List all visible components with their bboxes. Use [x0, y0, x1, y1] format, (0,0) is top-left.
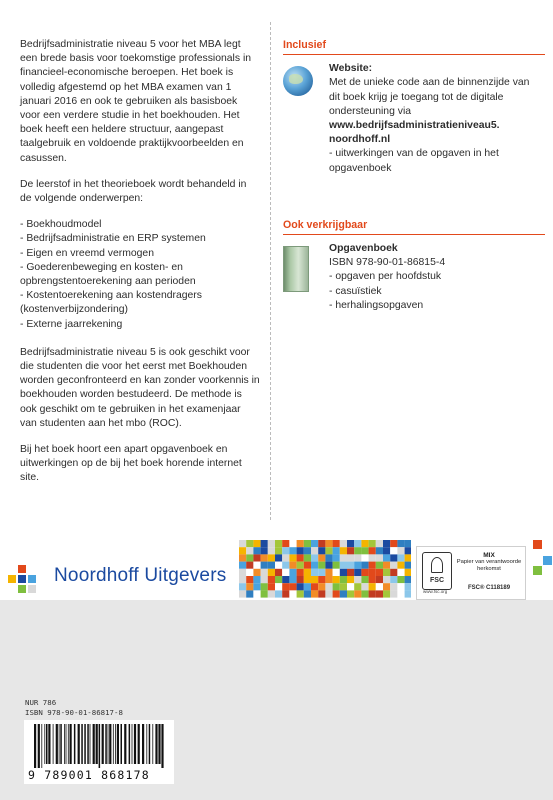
decor-square: [543, 556, 552, 565]
barcode-bar: [124, 724, 126, 764]
mosaic-tile: [289, 583, 296, 590]
website-block: [283, 62, 543, 176]
mosaic-tile: [405, 554, 411, 561]
mosaic-tile: [376, 576, 383, 583]
mosaic-tile: [347, 569, 354, 576]
mosaic-tile: [304, 583, 311, 590]
barcode-bar: [138, 724, 140, 764]
mosaic-tile: [246, 547, 253, 554]
publisher-logo-icon: [8, 565, 48, 595]
website-url[interactable]: www.bedrijfsadministratieniveau5. noordhoff.nl: [329, 120, 500, 146]
mosaic-tile: [325, 569, 332, 576]
mosaic-tile: [397, 569, 404, 576]
mosaic-tile: [297, 569, 304, 576]
mosaic-tile: [390, 576, 397, 583]
mosaic-tile: [289, 540, 296, 547]
barcode-bar: [38, 724, 40, 768]
mosaic-tile: [397, 576, 404, 583]
mosaic-tile: [297, 576, 304, 583]
decor-square: [533, 540, 542, 549]
mosaic-tile: [275, 554, 282, 561]
mosaic-tile: [397, 547, 404, 554]
mosaic-tile: [304, 547, 311, 554]
mosaic-tile: [261, 583, 268, 590]
barcode-bar: [41, 724, 42, 768]
mosaic-tile: [376, 583, 383, 590]
mosaic-tile: [325, 554, 332, 561]
mosaic-tile: [268, 554, 275, 561]
list-item: - Eigen en vreemd vermogen: [20, 247, 154, 259]
mosaic-tile: [354, 569, 361, 576]
mosaic-tile: [261, 562, 268, 569]
website-text: Met de unieke code aan de binnenzijde van dit boek krijg je toegang tot de digitale ondersteuning via: [329, 77, 530, 117]
barcode-bar: [87, 724, 89, 764]
barcode-bar: [113, 724, 114, 764]
mosaic-tile: [253, 590, 260, 597]
mosaic-tile: [253, 562, 260, 569]
list-item: - Bedrijfsadministratie en ERP systemen: [20, 233, 206, 245]
cover-lower-panel: [0, 600, 553, 800]
mosaic-tile: [268, 569, 275, 576]
barcode-bar: [68, 724, 69, 764]
mosaic-tile: [333, 590, 340, 597]
mosaic-tile: [340, 547, 347, 554]
fsc-mix: MIX: [483, 552, 495, 559]
mosaic-tile: [318, 576, 325, 583]
mosaic-tile: [340, 583, 347, 590]
mosaic-tile: [325, 576, 332, 583]
mosaic-tile: [318, 590, 325, 597]
mosaic-tile: [333, 576, 340, 583]
mosaic-tile: [347, 583, 354, 590]
mosaic-tile: [311, 569, 318, 576]
intro-paragraph: Bedrijfsadministratie niveau 5 voor het MBA legt een brede basis voor toekomstige professionals in financieel-economische beroepen. Het boek is volledig afgestemd op het MBA examen van 1 januari 2016 en ook te gebruiken als basisboek voor een verdere studie in het boekhouden. Het boek heeft een heldere structuur, aangepast taalgebruik en voldoende praktijkvoorbeelden en casussen.: [20, 39, 252, 164]
inclusief-section: [283, 38, 543, 176]
mosaic-tile: [325, 590, 332, 597]
suitability-paragraph: Bedrijfsadministratie niveau 5 is ook geschikt voor die studenten die voor het eerst met Boekhouden worden geconfronteerd en kan zonder voorkennis in boekhouden worden bestudeerd. De methode is ook geschikt om te gebruiken in het examenjaar van studenten aan het mbo (ROC).: [20, 346, 260, 429]
mosaic-tile: [325, 583, 332, 590]
mosaic-tile: [361, 590, 368, 597]
mosaic-tile: [275, 569, 282, 576]
mosaic-tile: [340, 590, 347, 597]
decor-square: [533, 566, 542, 575]
mosaic-tile: [318, 562, 325, 569]
mosaic-tile: [383, 562, 390, 569]
mosaic-tile: [325, 562, 332, 569]
mosaic-tile: [405, 569, 411, 576]
barcode-bar: [59, 724, 60, 764]
barcode-bar: [90, 724, 91, 764]
mosaic-tile: [253, 547, 260, 554]
mosaic-tile: [354, 554, 361, 561]
mosaic-tile: [369, 547, 376, 554]
mosaic-tile: [347, 576, 354, 583]
verkrijgbaar-section: [283, 218, 543, 313]
mosaic-tile: [405, 540, 411, 547]
mosaic-tile: [383, 547, 390, 554]
mosaic-tile: [361, 554, 368, 561]
mosaic-tile: [347, 540, 354, 547]
mosaic-tile: [354, 583, 361, 590]
mosaic-tile: [282, 540, 289, 547]
list-item: - herhalingsopgaven: [329, 299, 424, 311]
barcode-bar: [64, 724, 65, 764]
mosaic-tile: [297, 562, 304, 569]
mosaic-tile: [239, 547, 246, 554]
barcode-bar: [134, 724, 136, 764]
mosaic-tile: [311, 540, 318, 547]
mosaic-tile: [268, 576, 275, 583]
description-column: [20, 38, 260, 498]
mosaic-tile: [354, 576, 361, 583]
mosaic-tile: [390, 569, 397, 576]
mosaic-tile: [383, 569, 390, 576]
mosaic-tile: [318, 547, 325, 554]
mosaic-tile: [261, 547, 268, 554]
mosaic-tile: [239, 583, 246, 590]
barcode-bar: [34, 724, 36, 768]
barcode-bar: [56, 724, 58, 764]
mosaic-tile: [304, 590, 311, 597]
barcode-bar: [152, 724, 153, 764]
barcode-bar: [108, 724, 109, 764]
mosaic-tile: [347, 547, 354, 554]
mosaic-tile: [333, 562, 340, 569]
mosaic-tile: [282, 562, 289, 569]
extra-paragraph: Bij het boek hoort een apart opgavenboek en uitwerkingen op de bij het boek horende internet site.: [20, 444, 242, 484]
mosaic-tile: [405, 583, 411, 590]
barcode-bar: [109, 724, 111, 764]
mosaic-tile: [311, 547, 318, 554]
list-item: - Kostentoerekening aan kostendragers (kostenverbijzondering): [20, 290, 202, 316]
mosaic-tile: [318, 554, 325, 561]
mosaic-tile: [297, 554, 304, 561]
mosaic-tile: [390, 583, 397, 590]
mosaic-tile: [383, 554, 390, 561]
mosaic-tile: [282, 576, 289, 583]
mosaic-tile: [289, 569, 296, 576]
mosaic-tile: [376, 569, 383, 576]
color-mosaic: [239, 540, 411, 598]
barcode-bar: [70, 724, 72, 764]
mosaic-tile: [361, 576, 368, 583]
mosaic-tile: [304, 569, 311, 576]
mosaic-tile: [347, 562, 354, 569]
fsc-logo-icon: [422, 552, 452, 590]
mosaic-tile: [325, 540, 332, 547]
mosaic-tile: [397, 554, 404, 561]
fsc-code: FSC® C118189: [467, 585, 511, 591]
mosaic-tile: [261, 540, 268, 547]
mosaic-tile: [239, 569, 246, 576]
mosaic-tile: [369, 583, 376, 590]
mosaic-tile: [246, 583, 253, 590]
mosaic-tile: [333, 540, 340, 547]
mosaic-tile: [246, 576, 253, 583]
mosaic-tile: [361, 562, 368, 569]
barcode-bar: [81, 724, 83, 764]
mosaic-tile: [397, 562, 404, 569]
list-item: - Boekhoudmodel: [20, 219, 102, 231]
mosaic-tile: [268, 590, 275, 597]
mosaic-tile: [340, 569, 347, 576]
mosaic-tile: [261, 576, 268, 583]
mosaic-tile: [376, 554, 383, 561]
mosaic-tile: [282, 590, 289, 597]
opgavenboek-isbn: ISBN 978-90-01-86815-4: [329, 257, 446, 269]
barcode-bar: [105, 724, 107, 764]
mosaic-tile: [325, 547, 332, 554]
mosaic-tile: [369, 540, 376, 547]
barcode-bar: [129, 724, 131, 764]
mosaic-tile: [318, 540, 325, 547]
barcode-bar: [146, 724, 147, 764]
mosaic-tile: [261, 569, 268, 576]
column-divider: [270, 22, 271, 520]
mosaic-tile: [253, 583, 260, 590]
barcode-bar: [96, 724, 98, 764]
list-item: - casuïstiek: [329, 285, 382, 297]
mosaic-tile: [354, 590, 361, 597]
mosaic-tile: [390, 554, 397, 561]
mosaic-tile: [361, 569, 368, 576]
mosaic-tile: [333, 583, 340, 590]
mosaic-tile: [376, 590, 383, 597]
mosaic-tile: [304, 576, 311, 583]
mosaic-tile: [275, 547, 282, 554]
mosaic-tile: [376, 547, 383, 554]
mosaic-tile: [304, 562, 311, 569]
website-title: Website:: [329, 63, 373, 75]
barcode-bar: [48, 724, 50, 764]
mosaic-tile: [397, 590, 404, 597]
mosaic-tile: [297, 590, 304, 597]
barcode-bar: [93, 724, 95, 764]
mosaic-tile: [275, 562, 282, 569]
barcode-bar: [66, 724, 67, 764]
mosaic-tile: [275, 540, 282, 547]
barcode-number: 9 789001 868178: [28, 768, 150, 782]
barcode-bar: [155, 724, 157, 764]
heading-rule: [283, 54, 545, 55]
barcode-bar: [84, 724, 86, 764]
heading-rule: [283, 234, 545, 235]
mosaic-tile: [239, 540, 246, 547]
mosaic-tile: [361, 547, 368, 554]
barcode-bar: [44, 724, 45, 764]
mosaic-tile: [246, 562, 253, 569]
mosaic-tile: [376, 540, 383, 547]
barcode-bar: [142, 724, 144, 764]
mosaic-tile: [311, 562, 318, 569]
mosaic-tile: [397, 540, 404, 547]
mosaic-tile: [311, 554, 318, 561]
mosaic-tile: [383, 590, 390, 597]
mosaic-tile: [275, 590, 282, 597]
mosaic-tile: [268, 583, 275, 590]
topics-list: [20, 218, 260, 332]
mosaic-tile: [275, 576, 282, 583]
mosaic-tile: [390, 562, 397, 569]
mosaic-tile: [297, 547, 304, 554]
mosaic-tile: [289, 547, 296, 554]
barcode-bar: [161, 724, 163, 768]
mosaic-tile: [405, 562, 411, 569]
globe-icon: [283, 66, 313, 96]
mosaic-tile: [304, 554, 311, 561]
mosaic-tile: [239, 562, 246, 569]
mosaic-tile: [405, 590, 411, 597]
barcode-bar: [121, 724, 123, 764]
mosaic-tile: [340, 576, 347, 583]
mosaic-tile: [289, 590, 296, 597]
book-icon: [283, 246, 309, 292]
mosaic-tile: [253, 540, 260, 547]
mosaic-tile: [239, 590, 246, 597]
mosaic-tile: [297, 540, 304, 547]
mosaic-tile: [361, 583, 368, 590]
barcode-bar: [158, 724, 160, 764]
mosaic-tile: [268, 540, 275, 547]
mosaic-tile: [311, 590, 318, 597]
verkrijgbaar-heading: Ook verkrijgbaar: [283, 218, 368, 231]
barcode-bars: [32, 724, 166, 768]
mosaic-tile: [253, 554, 260, 561]
mosaic-tile: [383, 583, 390, 590]
mosaic-tile: [282, 554, 289, 561]
mosaic-tile: [390, 547, 397, 554]
fsc-text: Papier van verantwoorde herkomst: [456, 559, 522, 572]
mosaic-tile: [354, 562, 361, 569]
barcode-bar: [60, 724, 62, 764]
mosaic-tile: [268, 562, 275, 569]
mosaic-tile: [347, 590, 354, 597]
isbn-line: ISBN 978-90-01-86817-8: [25, 707, 123, 717]
barcode-bar: [132, 724, 133, 764]
mosaic-tile: [369, 590, 376, 597]
barcode-bar: [46, 724, 48, 764]
mosaic-tile: [246, 569, 253, 576]
mosaic-tile: [318, 583, 325, 590]
mosaic-tile: [239, 554, 246, 561]
mosaic-tile: [246, 540, 253, 547]
barcode-bar: [115, 724, 116, 764]
barcode-bar: [74, 724, 76, 764]
mosaic-tile: [333, 547, 340, 554]
list-item: - uitwerkingen van de opgaven in het opgavenboek: [329, 148, 499, 174]
mosaic-tile: [405, 576, 411, 583]
mosaic-tile: [282, 569, 289, 576]
mosaic-tile: [253, 569, 260, 576]
barcode-bar: [78, 724, 80, 764]
mosaic-tile: [390, 540, 397, 547]
list-item: - Externe jaarrekening: [20, 318, 123, 330]
opgavenboek-items: [329, 270, 543, 313]
nur-code: NUR 786 ISBN 978-90-01-86817-8: [25, 698, 123, 717]
mosaic-tile: [289, 562, 296, 569]
mosaic-tile: [311, 583, 318, 590]
mosaic-tile: [239, 576, 246, 583]
fsc-label: [416, 546, 526, 600]
list-item: - opgaven per hoofdstuk: [329, 271, 442, 283]
mosaic-tile: [369, 569, 376, 576]
mosaic-tile: [333, 554, 340, 561]
mosaic-tile: [261, 554, 268, 561]
mosaic-tile: [340, 540, 347, 547]
mosaic-tile: [289, 554, 296, 561]
mosaic-tile: [318, 569, 325, 576]
side-column: [283, 38, 543, 313]
mosaic-tile: [282, 583, 289, 590]
mosaic-tile: [261, 590, 268, 597]
fsc-mark: FSC: [430, 577, 444, 584]
publisher-name: Noordhoff Uitgevers: [54, 565, 227, 586]
mosaic-tile: [369, 562, 376, 569]
mosaic-tile: [297, 583, 304, 590]
inclusief-heading: Inclusief: [283, 39, 326, 51]
mosaic-tile: [361, 540, 368, 547]
mosaic-tile: [333, 569, 340, 576]
opgavenboek-block: [283, 242, 543, 313]
barcode-bar: [53, 724, 54, 764]
barcode-bar: [99, 724, 101, 768]
website-items: [329, 147, 543, 175]
mosaic-tile: [275, 583, 282, 590]
mosaic-tile: [282, 547, 289, 554]
mosaic-tile: [347, 554, 354, 561]
mosaic-tile: [369, 554, 376, 561]
mosaic-tile: [383, 540, 390, 547]
barcode-bar: [102, 724, 104, 764]
mosaic-tile: [246, 590, 253, 597]
mosaic-tile: [405, 547, 411, 554]
barcode-bar: [149, 724, 151, 764]
opgavenboek-title: Opgavenboek: [329, 243, 398, 255]
list-item: - Goederenbeweging en kosten- en opbrengstentoerekening aan perioden: [20, 261, 196, 288]
mosaic-tile: [376, 562, 383, 569]
barcode-bar: [117, 724, 119, 764]
fsc-site: www.fsc.org: [423, 589, 448, 594]
mosaic-tile: [253, 576, 260, 583]
mosaic-tile: [390, 590, 397, 597]
mosaic-tile: [246, 554, 253, 561]
mosaic-tile: [397, 583, 404, 590]
mosaic-tile: [340, 562, 347, 569]
mosaic-tile: [268, 547, 275, 554]
mosaic-tile: [354, 540, 361, 547]
mosaic-tile: [369, 576, 376, 583]
barcode: [24, 720, 174, 784]
mosaic-tile: [289, 576, 296, 583]
mosaic-tile: [311, 576, 318, 583]
mosaic-tile: [340, 554, 347, 561]
mosaic-tile: [383, 576, 390, 583]
topics-intro: De leerstof in het theorieboek wordt behandeld in de volgende onderwerpen:: [20, 178, 247, 205]
mosaic-tile: [354, 547, 361, 554]
mosaic-tile: [304, 540, 311, 547]
